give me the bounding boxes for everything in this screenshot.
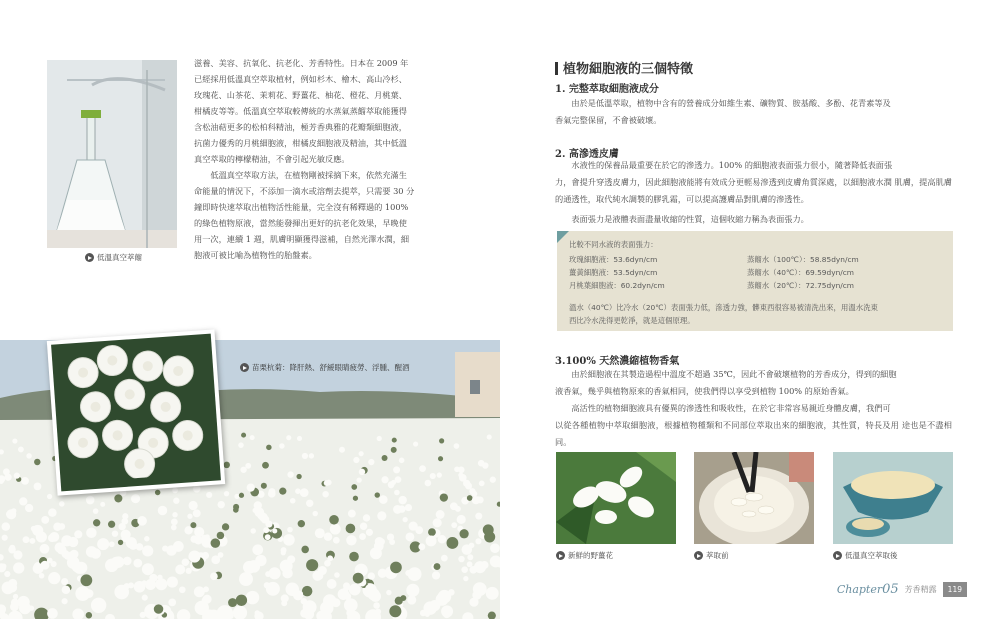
left-body-text (194, 55, 446, 263)
thumb-caption-1: 新鮮的野薑花 (556, 550, 613, 561)
before-extraction-photo (694, 452, 814, 544)
chapter-label: Chapter05 (836, 582, 899, 597)
body-line: 鐘即時快速萃取出植物活性能量，完全沒有稀釋過的 100% (194, 202, 409, 212)
body-line: 抗菌力優秀的月桃細胞液，柑橘皮細胞液及精油，其中低溫 (194, 138, 407, 148)
camera-icon (240, 363, 249, 372)
box-left-list: 玫瑰細胞液：53.6dyn/cm 薑黃細胞液：53.5dyn/cm 月桃葉細胞液：60.2dyn/cm (569, 255, 665, 290)
thumb-caption-2: 萃取前 (694, 550, 729, 561)
subheading-2: 2. 高滲透皮膚 (555, 149, 619, 160)
chrysanthemum-closeup-photo (47, 329, 225, 495)
page-footer (837, 582, 967, 597)
body-line: 胞液可被比喻為植物性的胎盤素。 (194, 250, 317, 260)
surface-tension-comparison-box (557, 231, 953, 331)
camera-icon (833, 551, 842, 560)
section-1-text: 由於是低溫萃取，植物中含有的營養成分如維生素、礦物質、胺基酸、多酚、花青素等及 香氣完整保留，不會被破壞。 (555, 98, 891, 125)
box-right-list: 蒸餾水（100℃）：58.85dyn/cm 蒸餾水（40℃）：69.59dyn/cm 蒸餾水（20℃）：72.75dyn/cm (747, 255, 859, 290)
box-note: 溫水（40℃）比冷水（20℃）表面張力低，滲透力強，髒東西很容易被清洗出來，用溫水洗東 西比冷水洗得更乾淨，就是這個原理。 (569, 303, 878, 325)
fresh-ginger-lily-photo (556, 452, 676, 544)
body-line: 真空萃取的檸檬精油，不會引起光敏反應。 (194, 154, 350, 164)
section-3-text-a: 由於細胞液在其製造過程中溫度不超過 35℃，因此不會破壞植物的芳香成分，得到的細胞 液香氣，幾乎與植物原來的香氣相同，使我們得以享受到植物 100% 的原始香氣。 (555, 369, 897, 396)
camera-icon (694, 551, 703, 560)
section-2-text: 水液性的保養品最重要在於它的滲透力。100% 的細胞液表面張力很小，隨著降低表面張 力，會提升穿透皮膚力，因此細胞液能將有效成分更輕易滲透到皮膚角質深處，以細胞液水潤 肌膚，提高肌膚的通透性，取代純水調製的膠乳霜，可以提高護膚品對肌膚的滲透性。 (555, 160, 952, 204)
section-3-text-b: 高活性的植物細胞液具有優異的滲透性和吸收性，在於它非常容易親近身體皮膚，我們可 以從各種植物中萃取細胞液，根據植物種類和不同部位萃取出來的細胞液，其性質，特長及用 途也是不盡相同。 (555, 403, 952, 447)
body-line: 低溫真空萃取方法，在植物剛被採摘下來，依然充滿生 (210, 170, 407, 180)
camera-icon (556, 551, 565, 560)
chapter-section-name: 芳香精露 (904, 585, 937, 594)
body-line: 已經採用低溫真空萃取植材，例如杉木、檜木、高山冷杉、 (194, 74, 407, 84)
body-line: 命能量的情況下，不添加一滴水或溶劑去提萃，只需要 30 分 (194, 186, 415, 196)
thumb-caption-3: 低溫真空萃取後 (833, 550, 898, 561)
lab-photo-caption: 低溫真空萃餾 (85, 252, 142, 263)
body-line: 的綠色植物原液，當然能發揮出更好的抗老化效果，早晚使 (194, 218, 407, 228)
surface-tension-definition: 表面張力是液體表面盡量收縮的性質，這個收縮力稱為表面張力。 (571, 214, 809, 224)
subheading-1: 1. 完整萃取細胞液成分 (555, 84, 659, 95)
after-extraction-photo (833, 452, 953, 544)
section-title: 植物細胞液的三個特徵 (555, 58, 693, 77)
page-number: 119 (943, 582, 967, 597)
body-line: 滋養、美容、抗氧化、抗老化、芳香特性。日本在 2009 年 (194, 58, 409, 68)
lab-apparatus-photo (47, 60, 177, 248)
camera-icon (85, 253, 94, 262)
body-line: 含松油萜更多的松柏科精油，極芳香典雅的花瓣類細胞液， (194, 122, 407, 132)
box-corner-accent (557, 231, 569, 243)
body-line: 柑橘皮等等。低溫真空萃取較傳統的水蒸氣蒸餾萃取能獲得 (194, 106, 407, 116)
box-heading: 比較不同水液的表面張力： (569, 240, 658, 249)
body-line: 用一次，連續 1 週，肌膚明顯獲得滋補，自然光澤水潤，細 (194, 234, 410, 244)
subheading-3: 3.100% 天然濃縮植物香氣 (555, 356, 680, 367)
field-photo-caption: 苗栗杭菊：降肝熱、舒緩眼睛疲勞、浮腫、醒酒 (240, 362, 410, 373)
body-line: 玫瑰花、山茶花、茉莉花、野薑花、柚花、橙花、月桃葉、 (194, 90, 407, 100)
